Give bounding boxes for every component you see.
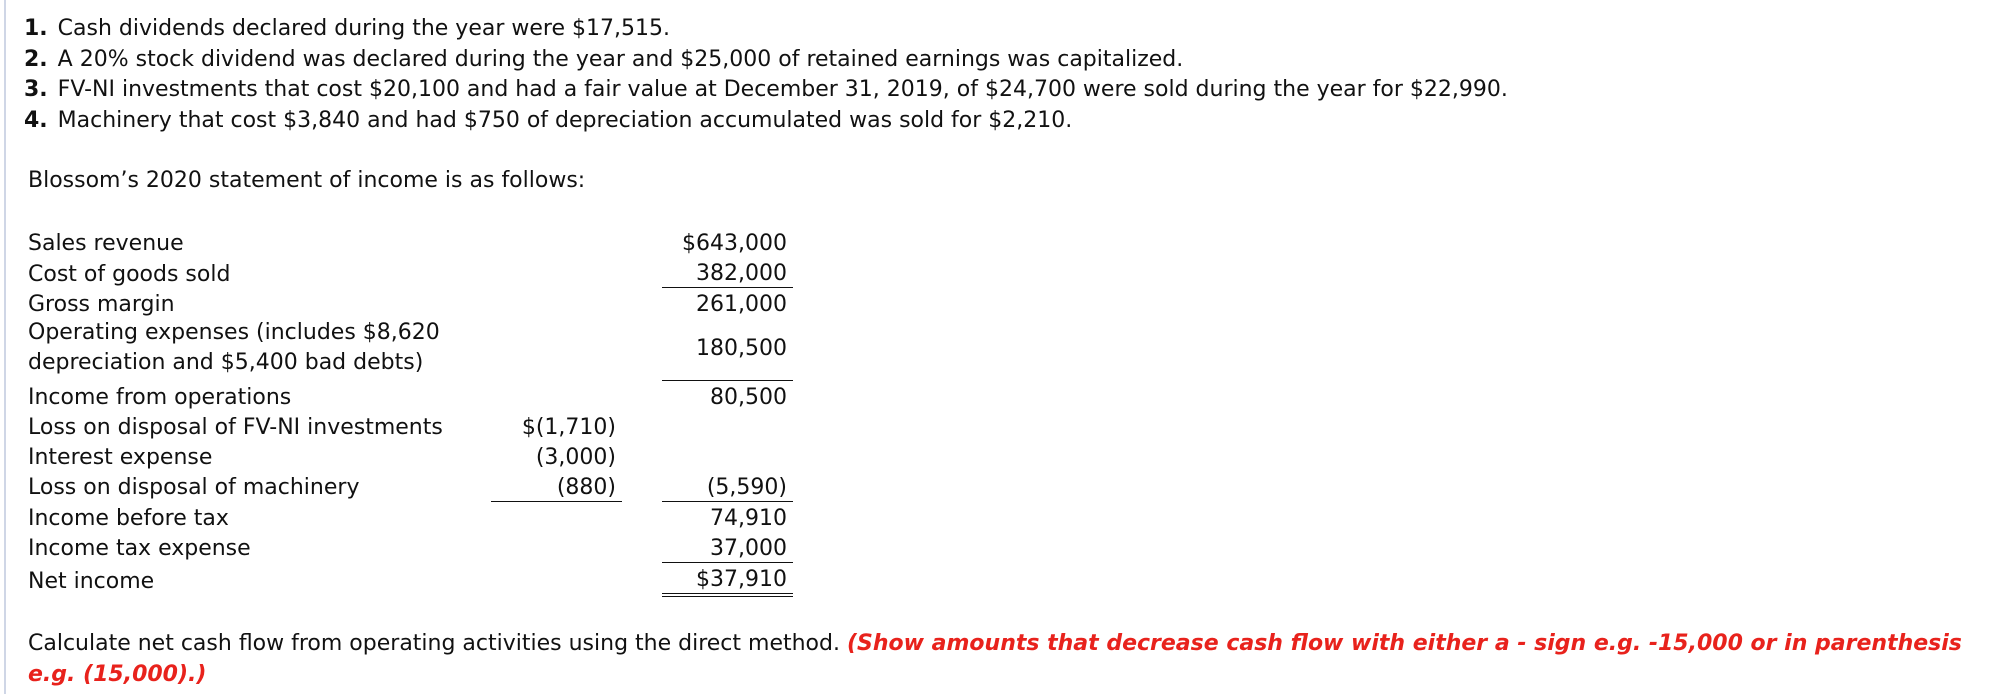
row-col2 [662,441,793,471]
row-col1: (880) [491,471,622,502]
list-item [24,14,1508,45]
statement-row [28,471,793,502]
item-number: 2. [24,46,48,72]
row-label: Operating expenses (includes $8,620 depreciation and $5,400 bad debts) [28,320,440,375]
statement-row [28,318,793,380]
list-item [24,45,1508,76]
row-label: Net income [28,568,155,594]
row-col2 [662,411,793,441]
statement-row [28,501,793,532]
row-col1 [491,532,622,563]
row-col2: $643,000 [682,231,787,256]
row-col1 [491,227,622,257]
statement-intro: Blossom’s 2020 statement of income is as follows: [28,168,586,193]
item-number: 3. [24,77,48,102]
problem-page [4,0,2004,694]
row-col1: $(1,710) [521,414,616,440]
income-statement [28,227,793,597]
row-col1: (3,000) [535,444,616,470]
row-col2: 261,000 [696,292,787,317]
row-label: Sales revenue [28,231,184,256]
row-col2: 37,000 [662,532,793,563]
statement-row [28,227,793,257]
row-label: Loss on disposal of FV-NI investments [28,414,443,440]
instruction-text [28,628,1988,690]
row-col1 [491,257,622,288]
item-number: 4. [24,107,48,133]
list-item [24,106,1508,137]
row-label: Loss on disposal of machinery [28,475,360,500]
statement-row [28,380,793,411]
additional-information-list [24,14,1508,136]
statement-row [28,288,793,319]
statement-row [28,532,793,563]
row-label: Gross margin [28,292,175,317]
row-label: Cost of goods sold [28,261,231,287]
row-col2: $37,910 [662,562,793,595]
list-item [24,75,1508,106]
row-label: Interest expense [28,444,213,470]
item-text: Machinery that cost $3,840 and had $750 of depreciation accumulated was sold for $2,210. [57,107,1073,133]
row-col2: 80,500 [710,384,787,410]
item-text: A 20% stock dividend was declared during the year and $25,000 of retained earnings was capitalized. [57,46,1184,72]
row-label: Income tax expense [28,536,251,561]
row-col2: 180,500 [662,318,793,380]
instruction-main: Calculate net cash flow from operating activities using the direct method. [28,631,840,656]
statement-row [28,562,793,595]
statement-row [28,411,793,441]
row-col1 [491,318,622,380]
statement-row [28,441,793,471]
row-col1 [491,562,622,595]
instruction-note: (Show amounts that decrease cash flow with either a - sign e.g. -15,000 or in parenthesis e.g. (15,000).) [28,631,1962,687]
row-label: Income from operations [28,384,292,410]
row-label: Income before tax [28,505,229,531]
row-col2: (5,590) [662,471,793,502]
item-text: Cash dividends declared during the year were $17,515. [57,16,670,41]
statement-row [28,257,793,288]
item-number: 1. [24,16,48,41]
row-col1 [491,501,622,532]
row-col2: 74,910 [710,505,787,531]
row-col2: 382,000 [662,257,793,288]
row-col1 [491,288,622,319]
row-col1 [491,380,622,411]
item-text: FV-NI investments that cost $20,100 and had a fair value at December 31, 2019, of $24,700 were sold during the year for $22,990. [57,77,1508,102]
